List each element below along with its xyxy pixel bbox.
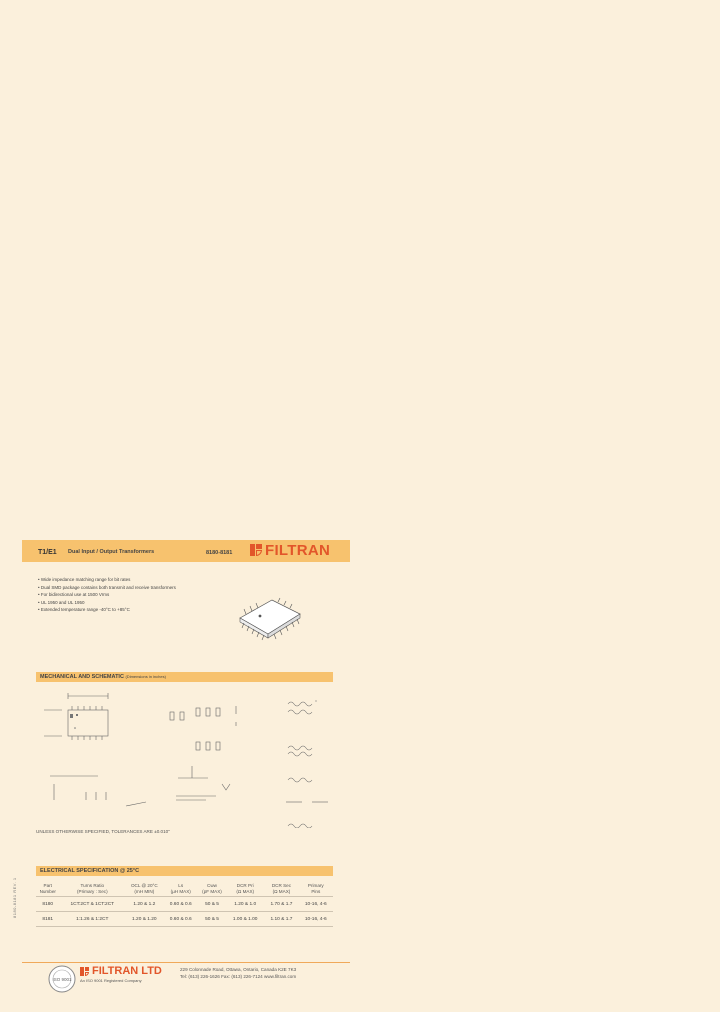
column-header: Cww (pF MAX) (202, 883, 222, 894)
filtran-logo-icon (80, 967, 89, 976)
column-header: OCL @ 20°C (mH MIN) (130, 883, 158, 894)
address-line: 229 Colonnade Road, Ottawa, Ontario, Canada K2E 7K3 (180, 967, 297, 972)
component-package-icon (234, 594, 306, 644)
column-header: Turns Ratio (Primary : Sec) (76, 883, 108, 894)
table-cell: 50 & 5 (198, 897, 226, 912)
company-address (180, 966, 296, 980)
table-header-row (36, 882, 333, 897)
table-row (36, 897, 333, 912)
table-cell: 50 & 5 (198, 912, 226, 927)
tolerance-note: UNLESS OTHERWISE SPECIFIED, TOLERANCES ARE ±0.010" (36, 829, 170, 834)
footer-divider (22, 962, 350, 963)
footer-brand: FILTRAN LTD (92, 965, 162, 977)
feature-item: • Dual SMD package contains both transmit and receive transformers (38, 584, 176, 590)
table-cell: 10-16, 4-6 (299, 912, 333, 927)
table-cell: 0.60 & 0.6 (164, 897, 198, 912)
table-cell: 1.20 & 1.20 (125, 912, 163, 927)
table-cell: 0.60 & 0.6 (164, 912, 198, 927)
column-header: Primary Pins (307, 883, 324, 894)
electrical-spec-table (36, 882, 333, 927)
table-cell: 1.70 & 1.7 (264, 897, 298, 912)
table-cell: 1.20 & 1.0 (226, 897, 264, 912)
table-cell: 1.10 & 1.7 (264, 912, 298, 927)
table-cell: 8180 (36, 897, 59, 912)
mechanical-drawings (36, 688, 336, 828)
table-cell: 10-16, 4-6 (299, 897, 333, 912)
table-cell: 1:1.26 & 1:2CT (59, 912, 125, 927)
part-number-range: 8180-8181 (206, 550, 233, 556)
table-cell: 1.00 & 1.00 (226, 912, 264, 927)
mechanical-section-title: MECHANICAL AND SCHEMATIC (40, 673, 124, 680)
electrical-section-title: ELECTRICAL SPECIFICATION @ 25°C (40, 867, 140, 874)
document-code: 8180-8181 REV. 1 (12, 877, 17, 918)
feature-item: • For bidirectional use at 1500 Vrms (38, 592, 110, 598)
feature-item: • UL 1950 and UL 1950 (38, 599, 85, 605)
filtran-logo-icon (250, 544, 262, 556)
product-subtitle: Dual Input / Output Transformers (68, 549, 155, 555)
contact-line: Tel: (613) 226-1626 Fax: (613) 226-7124 www.filtran.com (180, 974, 297, 979)
table-cell: 1.20 & 1.2 (125, 897, 163, 912)
feature-list (38, 576, 176, 614)
column-header: DCR Sec (Ω MAX) (271, 883, 292, 894)
electrical-section-bar (36, 866, 333, 876)
column-header: Part Number (39, 883, 56, 894)
svg-text:ISO 9001: ISO 9001 (52, 977, 72, 982)
mechanical-section-bar (36, 672, 333, 682)
column-header: Ls (µH MAX) (170, 883, 191, 894)
brand-name: FILTRAN (265, 541, 331, 559)
table-cell: 8181 (36, 912, 59, 927)
table-cell: 1CT:2CT & 1CT:2CT (59, 897, 125, 912)
footer-logo (80, 965, 162, 977)
iso-seal-icon (47, 964, 77, 994)
series-title: T1/E1 (38, 549, 57, 556)
column-header: DCR Pri (Ω MAX) (236, 883, 255, 894)
certification-text: An ISO 9001 Registered Company (80, 978, 142, 983)
dimension-note: (Dimensions in inches) (125, 673, 166, 679)
brand-logo (250, 541, 330, 559)
feature-item: • Extended temperature range -40°C to +85°C (38, 607, 130, 613)
feature-item: • Wide impedance matching range for bit rates (38, 577, 131, 582)
table-row (36, 912, 333, 927)
